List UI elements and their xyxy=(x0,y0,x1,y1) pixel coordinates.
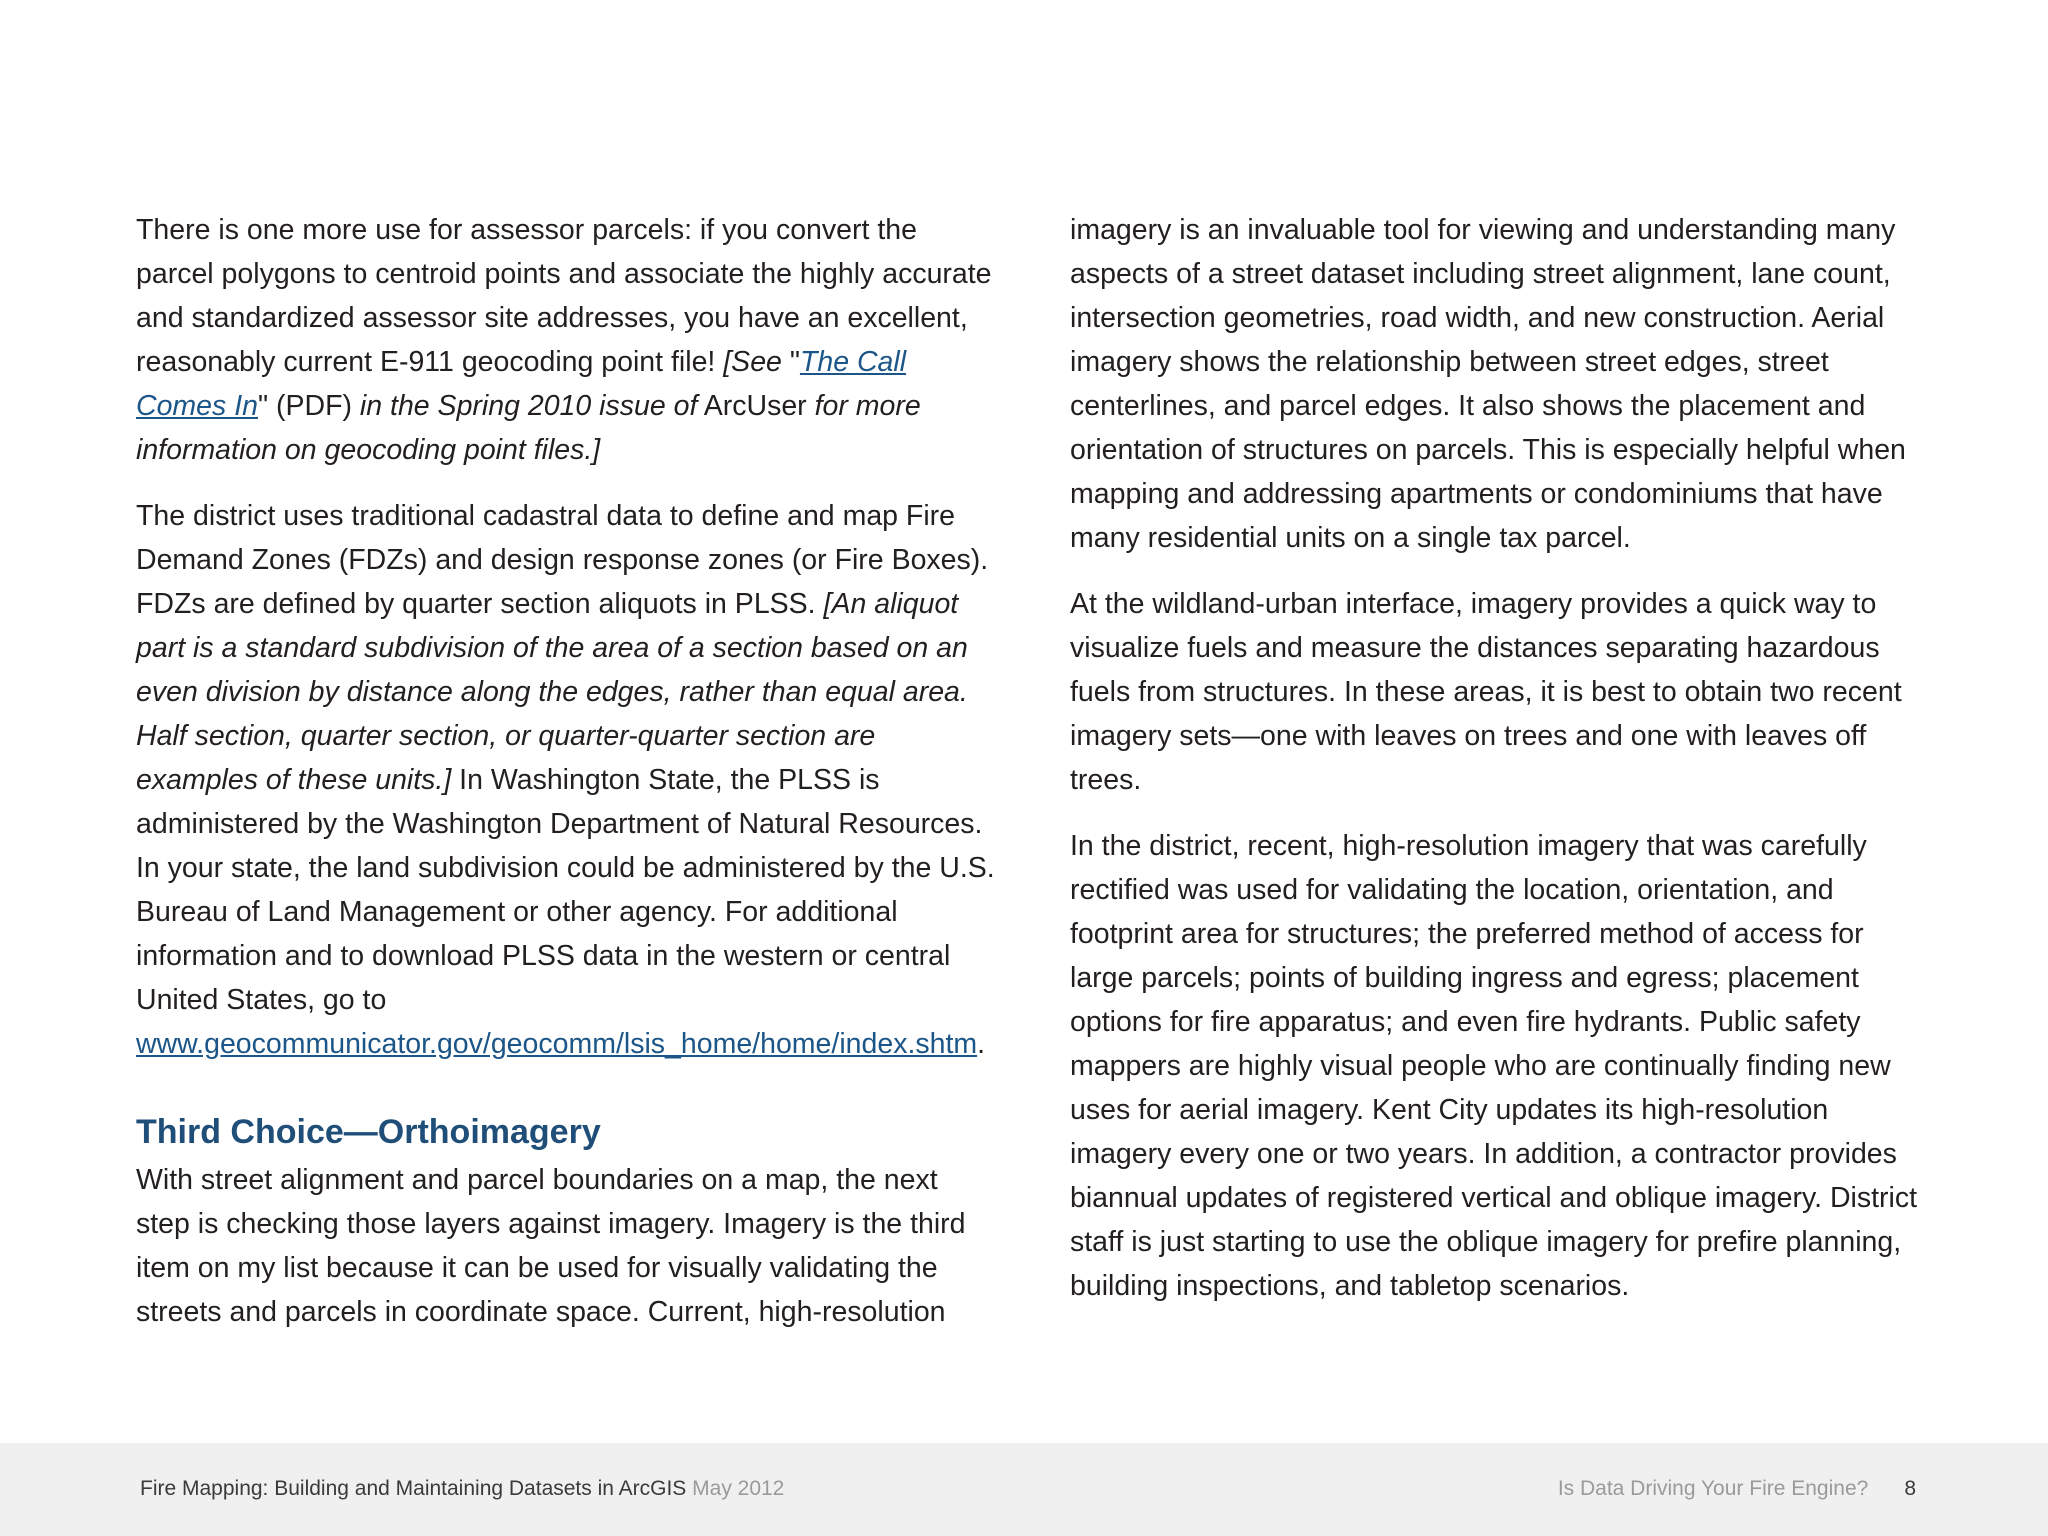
paragraph-italic-text: [An aliquot part is a standard subdivision of the area of a section based on an even division by distance along the edges, rather than equal area. Half section, quarter section, or quarter-quarter section are examples of these units.] xyxy=(136,588,968,796)
quote-mark: " xyxy=(257,390,269,422)
paragraph-text: ArcUser xyxy=(697,390,815,422)
footer-publication xyxy=(140,1477,784,1501)
paragraph-text: (PDF) xyxy=(268,390,360,422)
footer-section xyxy=(1558,1477,1916,1501)
paragraph-cadastral-data xyxy=(136,494,996,1066)
page-footer xyxy=(0,1443,2048,1536)
paragraph-text: . xyxy=(977,1028,986,1060)
call-comes-in-link[interactable]: The Call Comes In xyxy=(136,346,907,422)
section-title: Is Data Driving Your Fire Engine? xyxy=(1557,1477,1869,1500)
quote-mark: " xyxy=(789,346,800,378)
paragraph-orthoimagery-intro: With street alignment and parcel boundaries on a map, the next step is checking those layers against imagery. Imagery is the third item on my list because it can be used for visually validating the streets and parcels in coordinate space. Current, high-resolution xyxy=(136,1164,966,1328)
paragraph-text: The district uses traditional cadastral data to define and map Fire Demand Zones (FDZs) and design response zones (or Fire Boxes). FDZs are defined by quarter section aliquots in PLSS. xyxy=(136,500,989,620)
publication-title: Fire Mapping: Building and Maintaining Datasets in ArcGIS xyxy=(140,1477,687,1500)
geocommunicator-link[interactable]: www.geocommunicator.gov/geocomm/lsis_home/home/index.shtm xyxy=(136,1028,978,1060)
paragraph-italic-text: for more information on geocoding point files.] xyxy=(136,390,921,466)
paragraph-imagery-tool: imagery is an invaluable tool for viewing and understanding many aspects of a street dataset including street alignment, lane count, intersection geometries, road width, and new construction. Aerial imagery shows the relationship between street edges, street centerlines, and parcel edges. It also shows the placement and orientation of structures on parcels. This is especially helpful when mapping and addressing apartments or condominiums that have many residential units on a single tax parcel. xyxy=(1070,214,1906,554)
paragraph-text: There is one more use for assessor parcels: if you convert the parcel polygons to centroid points and associate the highly accurate and standardized assessor site addresses, you have an excellent, reasonably current E-911 geocoding point file! xyxy=(136,214,992,378)
page-number: 8 xyxy=(1904,1477,1916,1500)
paragraph-district-imagery: In the district, recent, high-resolution imagery that was carefully rectified was used for validating the location, orientation, and footprint area for structures; the preferred method of access for large parcels; points of building ingress and egress; placement options for fire apparatus; and even fire hydrants. Public safety mappers are highly visual people who are continually finding new uses for aerial imagery. Kent City updates its high-resolution imagery every one or two years. In addition, a contractor provides biannual updates of registered vertical and oblique imagery. District staff is just starting to use the oblique imagery for prefire planning, building inspections, and tabletop scenarios. xyxy=(1070,830,1918,1302)
paragraph-assessor-parcels xyxy=(136,208,996,472)
paragraph-italic-text: [See xyxy=(723,346,790,378)
publication-date: May 2012 xyxy=(692,1477,785,1500)
paragraph-text: In Washington State, the PLSS is administered by the Washington Department of Natural Resources. In your state, the land subdivision could be administered by the U.S. Bureau of Land Management or other agency. For additional information and to download PLSS data in the western or central United States, go to xyxy=(136,764,995,1016)
paragraph-italic-text: in the Spring 2010 issue of xyxy=(359,390,698,422)
section-heading: Third Choice—Orthoimagery xyxy=(136,1113,601,1151)
left-column xyxy=(136,208,996,1356)
right-column xyxy=(1070,208,1920,1330)
paragraph-wildland-urban: At the wildland-urban interface, imagery provides a quick way to visualize fuels and measure the distances separating hazardous fuels from structures. In these areas, it is best to obtain two recent imagery sets—one with leaves on trees and one with leaves off trees. xyxy=(1070,588,1902,796)
